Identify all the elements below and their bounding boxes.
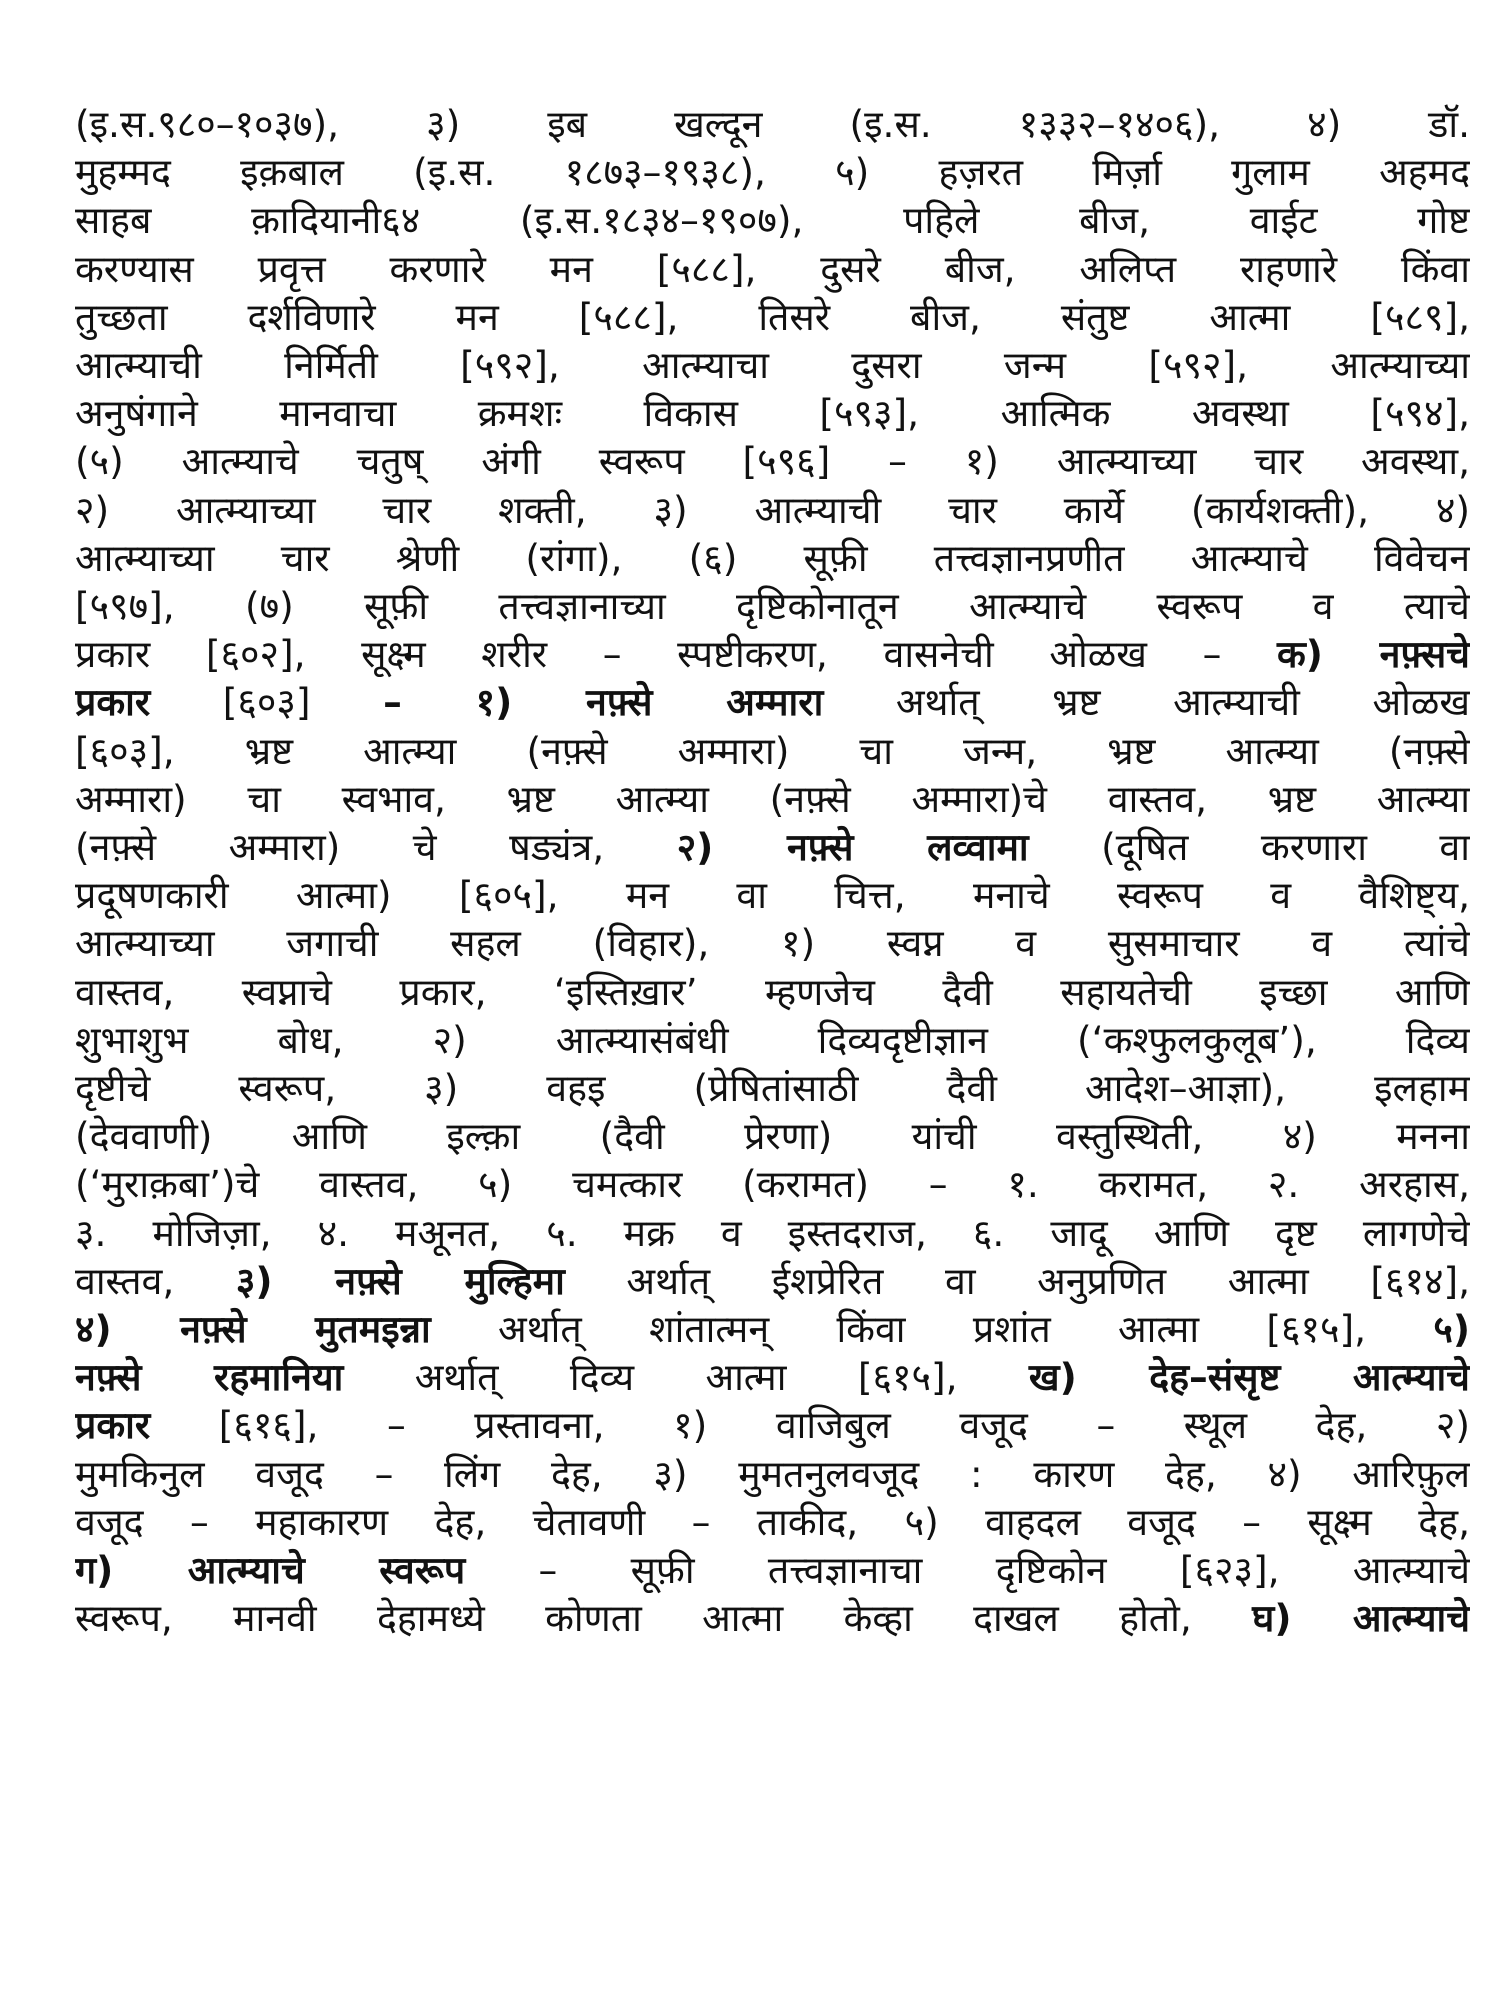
text-line: प्रदूषणकारी आत्मा) [६०५], मन वा चित्त, मनाचे स्वरूप व वैशिष्ट्य, [75,873,1470,918]
text-line: आत्म्याची निर्मिती [५९२], आत्म्याचा दुसरा जन्म [५९२], आत्म्याच्या [75,343,1470,388]
text-line: करण्यास प्रवृत्त करणारे मन [५८८], दुसरे बीज, अलिप्त राहणारे किंवा [75,246,1470,291]
text-line: (देववाणी) आणि इल्क़ा (दैवी प्रेरणा) यांची वस्तुस्थिती, ४) मनना [75,1114,1470,1159]
body-text [75,100,1470,1643]
text-line: प्रकार [६१६], – प्रस्तावना, १) वाजिबुल वजूद – स्थूल देह, २) [75,1403,1470,1448]
text-line: आत्म्याच्या जगाची सहल (विहार), १) स्वप्न व सुसमाचार व त्यांचे [75,921,1470,966]
text-line: तुच्छता दर्शविणारे मन [५८८], तिसरे बीज, संतुष्ट आत्मा [५८९], [75,294,1470,339]
text-line: साहब क़ादियानी६४ (इ.स.१८३४–१९०७), पहिले बीज, वाईट गोष्ट [75,198,1470,243]
text-line: ग) आत्म्याचे स्वरूप – सूफ़ी तत्त्वज्ञानाचा दृष्टिकोन [६२३], आत्म्याचे [75,1548,1470,1593]
text-line: प्रकार [६०२], सूक्ष्म शरीर – स्पष्टीकरण, वासनेची ओळख – क) नफ़्सचे [75,632,1470,677]
text-line: मुहम्मद इक़बाल (इ.स. १८७३–१९३८), ५) हज़रत मिर्ज़ा गुलाम अहमद [75,150,1470,195]
text-line: अम्मारा) चा स्वभाव, भ्रष्ट आत्म्या (नफ़्से अम्मारा)चे वास्तव, भ्रष्ट आत्म्या [75,776,1470,821]
text-line: [६०३], भ्रष्ट आत्म्या (नफ़्से अम्मारा) चा जन्म, भ्रष्ट आत्म्या (नफ़्से [75,728,1470,773]
text-line: वास्तव, ३) नफ़्से मुल्हिमा अर्थात् ईशप्रेरित वा अनुप्रणित आत्मा [६१४], [75,1258,1470,1303]
text-line: अनुषंगाने मानवाचा क्रमशः विकास [५९३], आत्मिक अवस्था [५९४], [75,391,1470,436]
text-line: प्रकार [६०३] – १) नफ़्से अम्मारा अर्थात् भ्रष्ट आत्म्याची ओळख [75,680,1470,725]
text-line: वजूद – महाकारण देह, चेतावणी – ताकीद, ५) वाहदल वजूद – सूक्ष्म देह, [75,1499,1470,1544]
text-line: २) आत्म्याच्या चार शक्ती, ३) आत्म्याची चार कार्ये (कार्यशक्ती), ४) [75,487,1470,532]
text-line: दृष्टीचे स्वरूप, ३) वहइ (प्रेषितांसाठी दैवी आदेश–आज्ञा), इलहाम [75,1066,1470,1111]
text-line: मुमकिनुल वजूद – लिंग देह, ३) मुमतनुलवजूद : कारण देह, ४) आरिफ़ुल [75,1451,1470,1496]
text-line: वास्तव, स्वप्नाचे प्रकार, ‘इस्तिख़ार’ म्हणजेच दैवी सहायतेची इच्छा आणि [75,969,1470,1014]
text-line: [५९७], (७) सूफ़ी तत्त्वज्ञानाच्या दृष्टिकोनातून आत्म्याचे स्वरूप व त्याचे [75,584,1470,629]
text-line: (नफ़्से अम्मारा) चे षड्यंत्र, २) नफ़्से लव्वामा (दूषित करणारा वा [75,825,1470,870]
text-line: शुभाशुभ बोध, २) आत्म्यासंबंधी दिव्यदृष्टीज्ञान (‘कश्फुलकुलूब’), दिव्य [75,1017,1470,1062]
text-line: (५) आत्म्याचे चतुष् अंगी स्वरूप [५९६] – १) आत्म्याच्या चार अवस्था, [75,439,1470,484]
text-line: (‘मुराक़बा’)चे वास्तव, ५) चमत्कार (करामत) – १. करामत, २. अरहास, [75,1162,1470,1207]
text-line: ३. मोजिज़ा, ४. मअूनत, ५. मक्र व इस्तदराज, ६. जादू आणि दृष्ट लागणेचे [75,1210,1470,1255]
text-line: स्वरूप, मानवी देहामध्ये कोणता आत्मा केव्हा दाखल होतो, घ) आत्म्याचे [75,1596,1470,1641]
text-line: (इ.स.९८०–१०३७), ३) इब खल्दून (इ.स. १३३२–१४०६), ४) डॉ. [75,102,1470,146]
text-line: ४) नफ़्से मुतमइन्ना अर्थात् शांतात्मन् किंवा प्रशांत आत्मा [६१५], ५) [75,1307,1470,1352]
text-line: आत्म्याच्या चार श्रेणी (रांगा), (६) सूफ़ी तत्त्वज्ञानप्रणीत आत्म्याचे विवेचन [75,535,1470,580]
text-line: नफ़्से रहमानिया अर्थात् दिव्य आत्मा [६१५], ख) देह–संसृष्ट आत्म्याचे [75,1355,1470,1400]
